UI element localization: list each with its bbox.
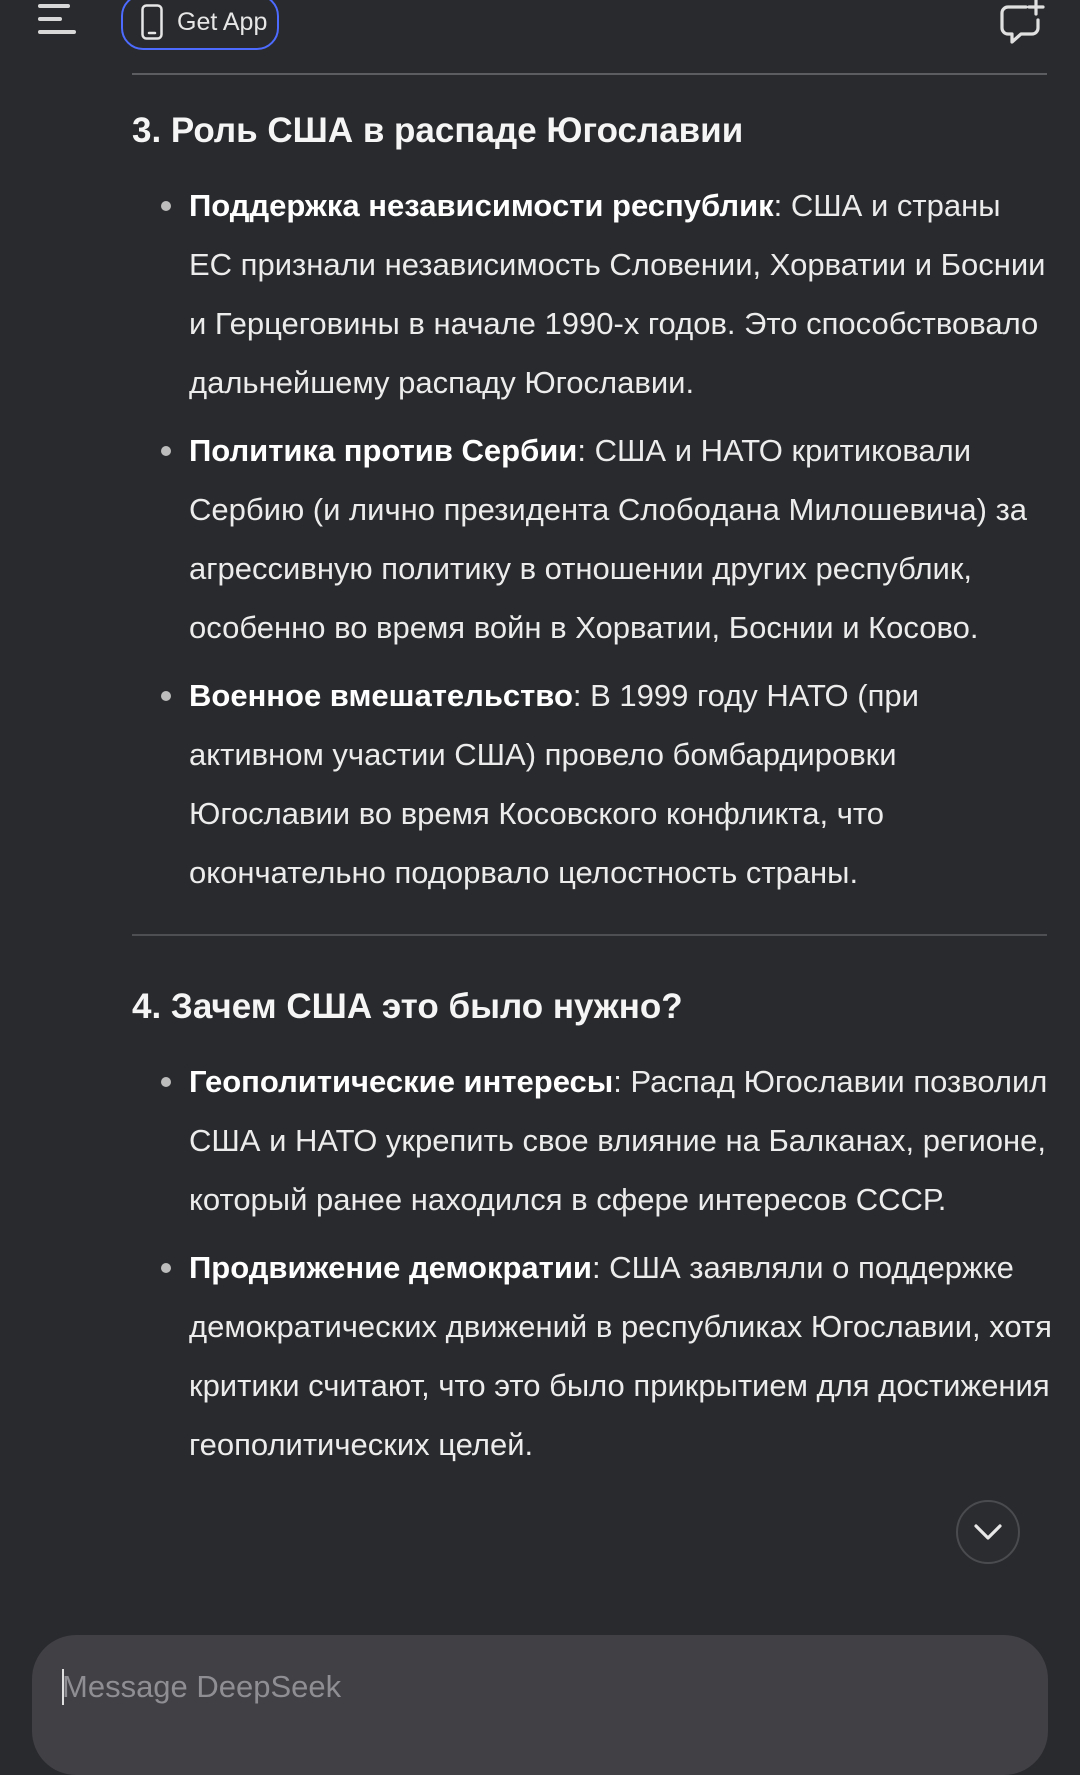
bullet-text: : В 1999 году НАТО (при активном участии США) провело бомбардировки Югославии во время Косовского конфликта, что окончательно подорвало целостность страны. (189, 678, 919, 890)
list-item (132, 1238, 1052, 1474)
section-divider (132, 934, 1047, 936)
bullet-dot (161, 1263, 171, 1273)
list-item (132, 666, 1052, 902)
bullet-text: : Распад Югославии позволил США и НАТО укрепить свое влияние на Балканах, регионе, который ранее находился в сфере интересов СССР. (189, 1064, 1048, 1217)
section-heading: 4. Зачем США это было нужно? (132, 987, 683, 1026)
top-bar (0, 0, 1080, 70)
get-app-button[interactable] (121, 0, 279, 50)
bullet-dot (161, 446, 171, 456)
section-heading: 3. Роль США в распаде Югославии (132, 111, 744, 150)
bullet-term: Политика против Сербии (189, 433, 578, 468)
bullet-text: : США и страны ЕС признали независимость Словении, Хорватии и Боснии и Герцеговины в начале 1990-х годов. Это способствовало дальнейшему распаду Югославии. (189, 188, 1046, 400)
bullet-list (132, 176, 1052, 902)
bullet-dot (161, 201, 171, 211)
scroll-down-button[interactable] (956, 1500, 1020, 1564)
bullet-term: Продвижение демократии (189, 1250, 592, 1285)
list-item (132, 1052, 1052, 1229)
bullet-term: Военное вмешательство (189, 678, 573, 713)
list-item (132, 176, 1052, 412)
hamburger-menu-icon[interactable] (36, 0, 80, 44)
top-divider (132, 73, 1047, 75)
bullet-list (132, 1052, 1052, 1474)
assistant-message (132, 110, 1052, 1483)
list-item (132, 421, 1052, 657)
new-chat-icon (996, 0, 1046, 48)
bullet-term: Геополитические интересы (189, 1064, 614, 1099)
bullet-dot (161, 1077, 171, 1087)
bullet-term: Поддержка независимости республик (189, 188, 774, 223)
message-composer (32, 1635, 1048, 1775)
bullet-text: : США заявляли о поддержке демократических движений в республиках Югославии, хотя критики считают, что это было прикрытием для достижения геополитических целей. (189, 1250, 1052, 1462)
phone-icon (141, 4, 163, 40)
bullet-text: : США и НАТО критиковали Сербию (и лично президента Слободана Милошевича) за агрессивную политику в отношении других республик, особенно во время войн в Хорватии, Боснии и Косово. (189, 433, 1028, 645)
message-input[interactable] (62, 1655, 962, 1719)
new-chat-button[interactable] (996, 0, 1046, 48)
get-app-label: Get App (177, 7, 268, 36)
chevron-down-icon (973, 1522, 1003, 1542)
bullet-dot (161, 691, 171, 701)
